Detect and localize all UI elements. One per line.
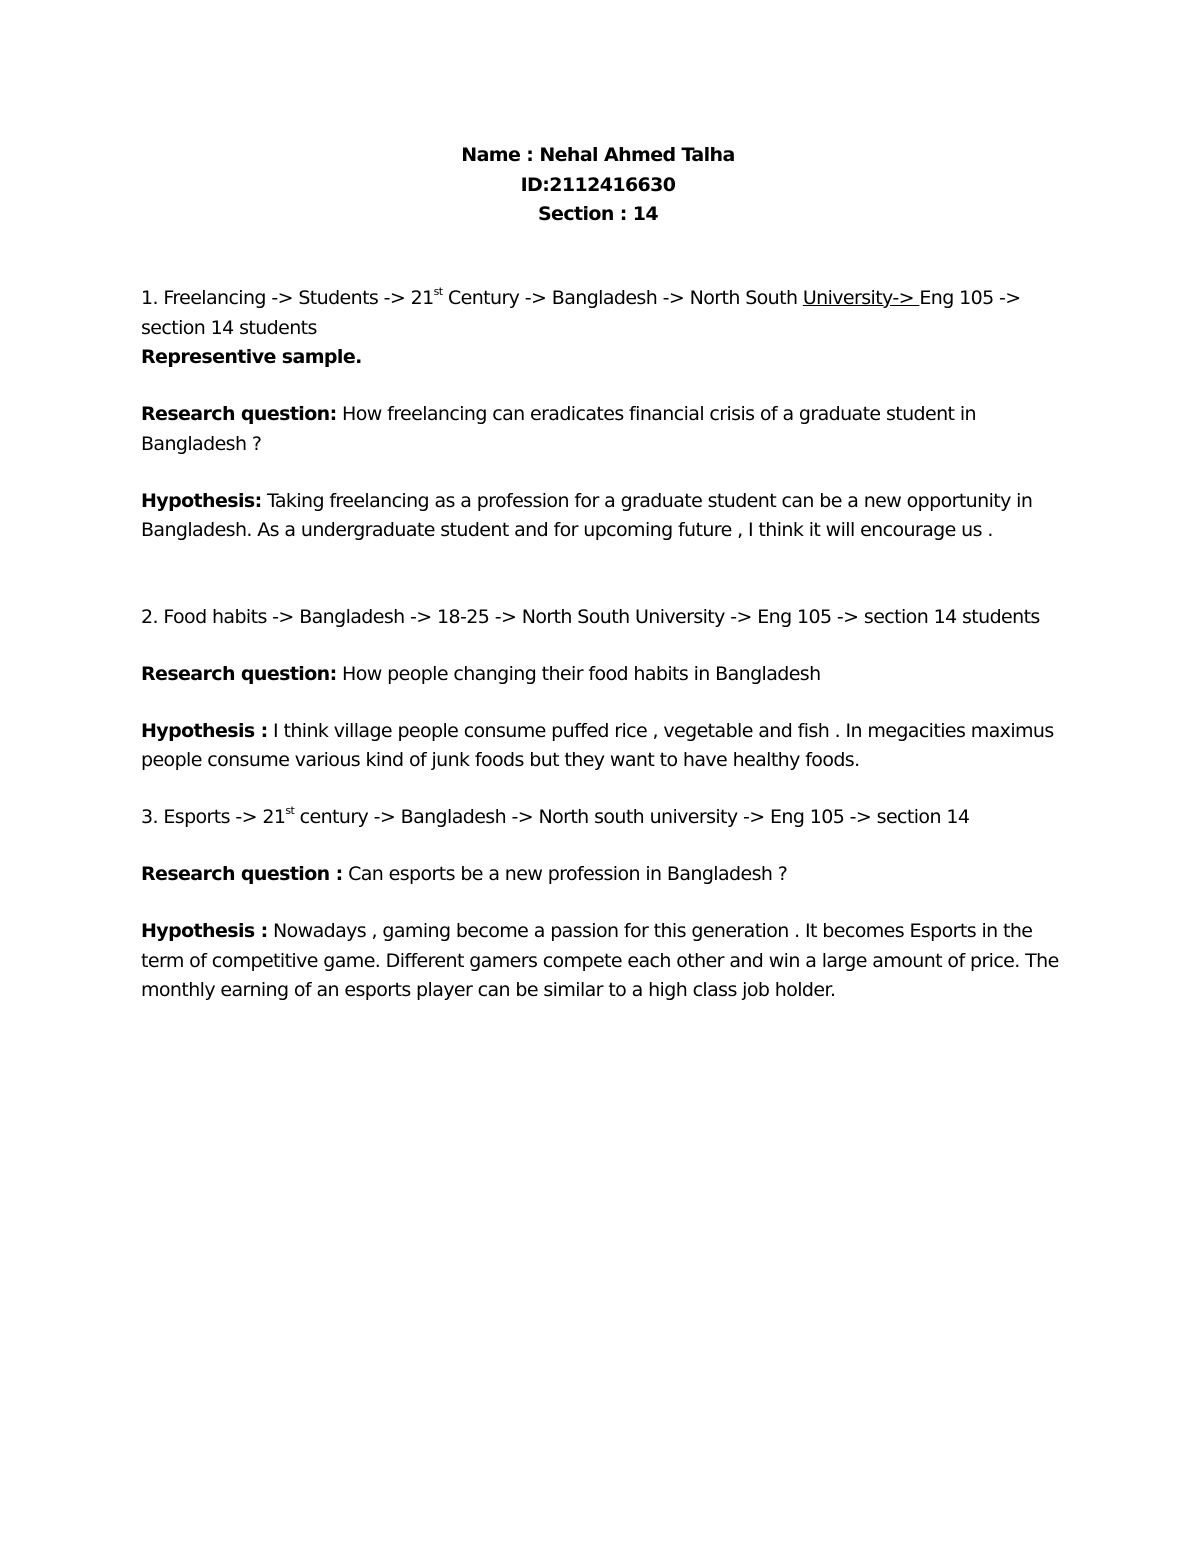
topic-2-chain: 2. Food habits -> Bangladesh -> 18-25 -> North South University -> Eng 105 -> section 14 students: [141, 605, 1040, 628]
spacer: [141, 776, 1066, 804]
student-section: Section : 14: [537, 203, 659, 225]
research-question-text: How people changing their food habits in Bangladesh: [336, 662, 821, 685]
topic-3-chain-end: century -> Bangladesh -> North south university -> Eng 105 -> section 14: [294, 806, 970, 828]
spacer: [141, 689, 1066, 717]
spacer: [141, 546, 1066, 603]
research-question-label: Research question:: [141, 403, 337, 425]
topic-3-hypothesis: [141, 917, 1066, 1006]
hypothesis-text: Nowadays , gaming become a passion for this generation . It becomes Esports in the term of competitive game. Different gamers compete each other and win a large amount of price. The monthly earning of an esports player can be similar to a high class job holder.: [141, 920, 1059, 1001]
hypothesis-label: Hypothesis :: [141, 719, 268, 742]
hypothesis-text: I think village people consume puffed rice , vegetable and fish . In megacities maximus people consume various kind of junk foods but they want to have healthy foods.: [141, 719, 1054, 771]
topic-1-chain: [141, 284, 1066, 343]
spacer: [141, 459, 1066, 487]
topic-1-chain-middle: Century -> Bangladesh -> North South: [442, 287, 803, 309]
topic-2-hypothesis: [141, 717, 1066, 776]
hypothesis-label: Hypothesis :: [141, 920, 268, 942]
topic-1-research-question: [141, 400, 1066, 459]
topic-1-hypothesis: [141, 487, 1066, 546]
topic-1-sample-note: Representive sample.: [141, 346, 362, 368]
research-question-text: How freelancing can eradicates financial crisis of a graduate student in Bangladesh ?: [141, 403, 976, 455]
spacer: [141, 890, 1066, 918]
student-name: Name : Nehal Ahmed Talha: [461, 144, 735, 166]
topic-2-research-question: [141, 660, 1066, 690]
topic-1-chain-end: Eng 105 -> section 14 students: [141, 287, 1021, 339]
student-id: ID:2112416630: [520, 173, 676, 196]
spacer: [141, 632, 1066, 660]
document-header: [0, 141, 1196, 230]
spacer: [141, 373, 1066, 401]
hypothesis-label: Hypothesis:: [141, 489, 262, 512]
topic-3-chain-start: 3. Esports -> 21: [141, 806, 286, 828]
topic-1-chain-start: 1. Freelancing -> Students -> 21: [141, 287, 434, 309]
spacer: [141, 833, 1066, 861]
research-question-label: Research question:: [141, 662, 337, 685]
document-body: [141, 284, 1066, 1006]
hypothesis-text: Taking freelancing as a profession for a graduate student can be a new opportunity in Bangladesh. As a undergraduate student and for upcoming future , I think it will encourage us .: [141, 489, 1033, 541]
topic-1-superscript: st: [433, 284, 443, 298]
research-question-label: Research question :: [141, 863, 343, 885]
topic-3-superscript: st: [285, 803, 295, 817]
topic-3-chain: [141, 803, 1066, 833]
topic-1-underlined-text: University->: [802, 287, 920, 309]
research-question-text: Can esports be a new profession in Bangladesh ?: [342, 863, 788, 885]
topic-3-research-question: [141, 860, 1066, 890]
